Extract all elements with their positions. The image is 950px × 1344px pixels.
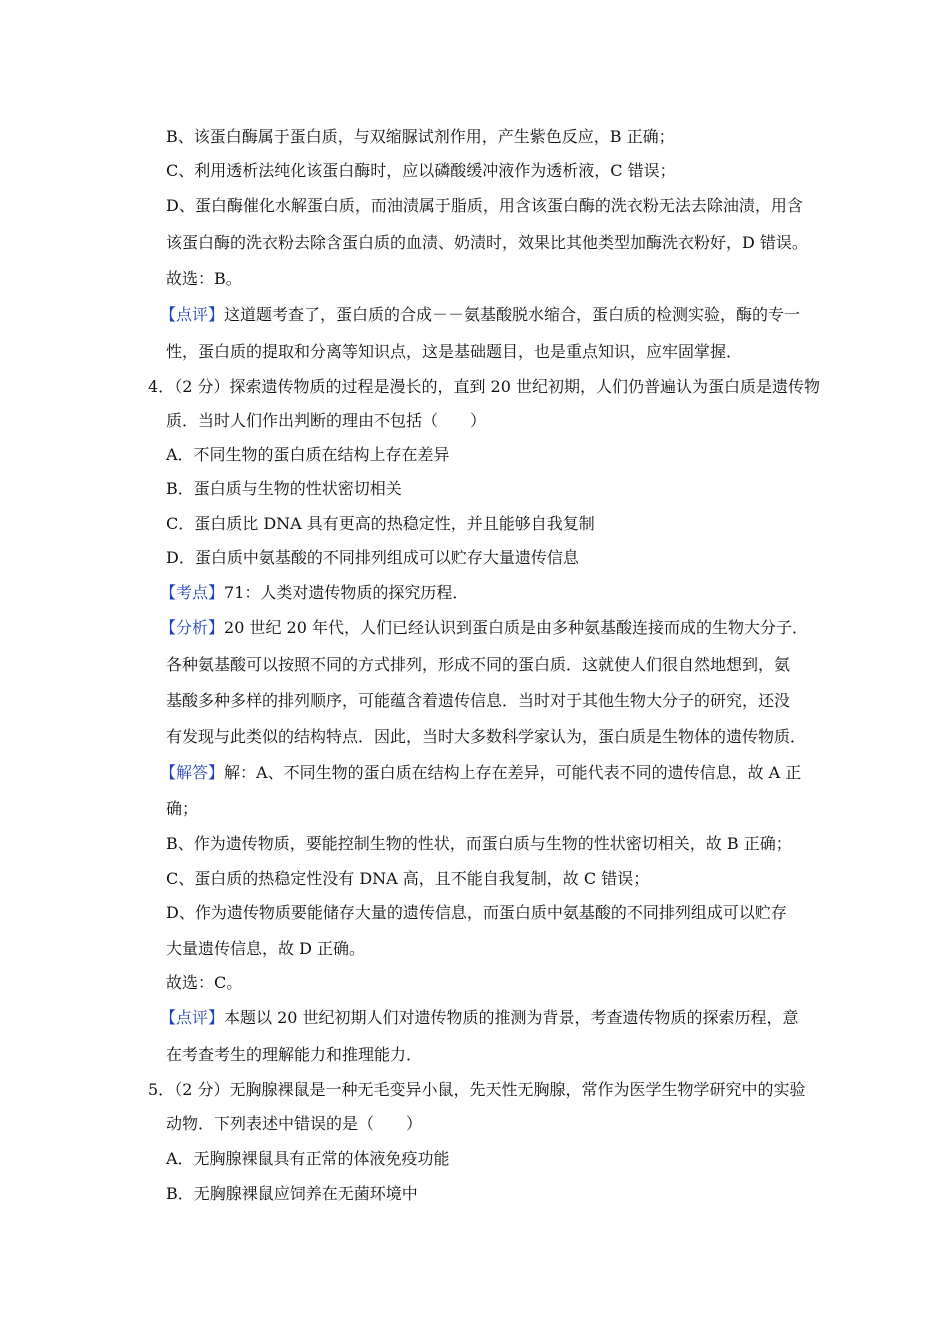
question-4-stem-line2: 质．当时人们作出判断的理由不包括（ ）: [166, 411, 487, 430]
question-4-option-d: D．蛋白质中氨基酸的不同排列组成可以贮存大量遗传信息: [166, 548, 579, 567]
jieda-tag: 【解答】: [160, 763, 225, 782]
q3-option-d-analysis-line2: 该蛋白酶的洗衣粉去除含蛋白质的血渍、奶渍时，效果比其他类型加酶洗衣粉好，D 错误。: [166, 233, 808, 252]
question-5-stem-line1: [148, 1080, 805, 1100]
question-4-option-a: A．不同生物的蛋白质在结构上存在差异: [166, 445, 450, 464]
q3-option-d-analysis-line1: D、蛋白酶催化水解蛋白质，而油渍属于脂质，用含该蛋白酶的洗衣粉无法去除油渍，用含: [166, 196, 803, 215]
question-4-answer-choice: 故选：C。: [166, 973, 243, 992]
q3-answer-choice: 故选：B。: [166, 269, 242, 288]
question-4-kaodian: [160, 583, 468, 603]
question-4-dianping-line1: [160, 1008, 799, 1028]
question-4-jieda-line1: [160, 763, 801, 783]
question-4-jieda-line2: 确；: [166, 799, 199, 818]
question-5-option-a: A．无胸腺裸鼠具有正常的体液免疫功能: [166, 1149, 450, 1168]
question-stem: （2 分）无胸腺裸鼠是一种无毛变异小鼠，先天性无胸腺，常作为医学生物学研究中的实验: [174, 1080, 806, 1099]
jieda-text: 解：A、不同生物的蛋白质在结构上存在差异，可能代表不同的遗传信息，故 A 正: [224, 763, 802, 782]
fenxi-text: 20 世纪 20 年代，人们已经认识到蛋白质是由多种氨基酸连接而成的生物大分子．: [224, 618, 808, 637]
question-4-jieda-line3: B、作为遗传物质，要能控制生物的性状，而蛋白质与生物的性状密切相关，故 B 正确；: [166, 834, 792, 853]
question-4-fenxi-line2: 各种氨基酸可以按照不同的方式排列，形成不同的蛋白质．这就使人们很自然地想到，氨: [166, 655, 791, 674]
q3-option-b-analysis: B、该蛋白酶属于蛋白质，与双缩脲试剂作用，产生紫色反应，B 正确；: [166, 127, 675, 146]
question-4-fenxi-line1: [160, 618, 808, 638]
kaodian-tag: 【考点】: [160, 583, 225, 602]
question-number: 5．: [148, 1080, 175, 1099]
question-4-option-c: C．蛋白质比 DNA 具有更高的热稳定性，并且能够自我复制: [166, 514, 595, 533]
q3-option-c-analysis: C、利用透析法纯化该蛋白酶时，应以磷酸缓冲液作为透析液，C 错误；: [166, 161, 676, 180]
question-number: 4．: [148, 377, 175, 396]
dianping-text: 本题以 20 世纪初期人们对遗传物质的推测为背景，考查遗传物质的探索历程，意: [224, 1008, 799, 1027]
kaodian-text: 71：人类对遗传物质的探究历程．: [224, 583, 469, 602]
fenxi-tag: 【分析】: [160, 618, 225, 637]
question-4-fenxi-line3: 基酸多种多样的排列顺序，可能蕴含着遗传信息．当时对于其他生物大分子的研究，还没: [166, 691, 791, 710]
question-4-jieda-line5: D、作为遗传物质要能储存大量的遗传信息，而蛋白质中氨基酸的不同排列组成可以贮存: [166, 903, 787, 922]
comment-text: 这道题考查了，蛋白质的合成－－氨基酸脱水缩合，蛋白质的检测实验，酶的专一: [224, 305, 801, 324]
q3-comment-line2: 性，蛋白质的提取和分离等知识点，这是基础题目，也是重点知识，应牢固掌握．: [166, 342, 743, 361]
question-4-option-b: B．蛋白质与生物的性状密切相关: [166, 479, 402, 498]
q3-comment-line1: [160, 305, 800, 325]
comment-tag: 【点评】: [160, 305, 225, 324]
question-4-dianping-line2: 在考查考生的理解能力和推理能力．: [166, 1045, 423, 1064]
question-4-jieda-line6: 大量遗传信息，故 D 正确。: [166, 939, 366, 958]
question-4-fenxi-line4: 有发现与此类似的结构特点．因此，当时大多数科学家认为，蛋白质是生物体的遗传物质．: [166, 727, 807, 746]
dianping-tag: 【点评】: [160, 1008, 225, 1027]
question-4-stem-line1: [148, 377, 820, 397]
question-4-jieda-line4: C、蛋白质的热稳定性没有 DNA 高，且不能自我复制，故 C 错误；: [166, 869, 650, 888]
question-5-option-b: B．无胸腺裸鼠应饲养在无菌环境中: [166, 1184, 418, 1203]
question-5-stem-line2: 动物．下列表述中错误的是（ ）: [166, 1114, 423, 1133]
question-stem: （2 分）探索遗传物质的过程是漫长的，直到 20 世纪初期，人们仍普遍认为蛋白质是遗传物: [174, 377, 820, 396]
